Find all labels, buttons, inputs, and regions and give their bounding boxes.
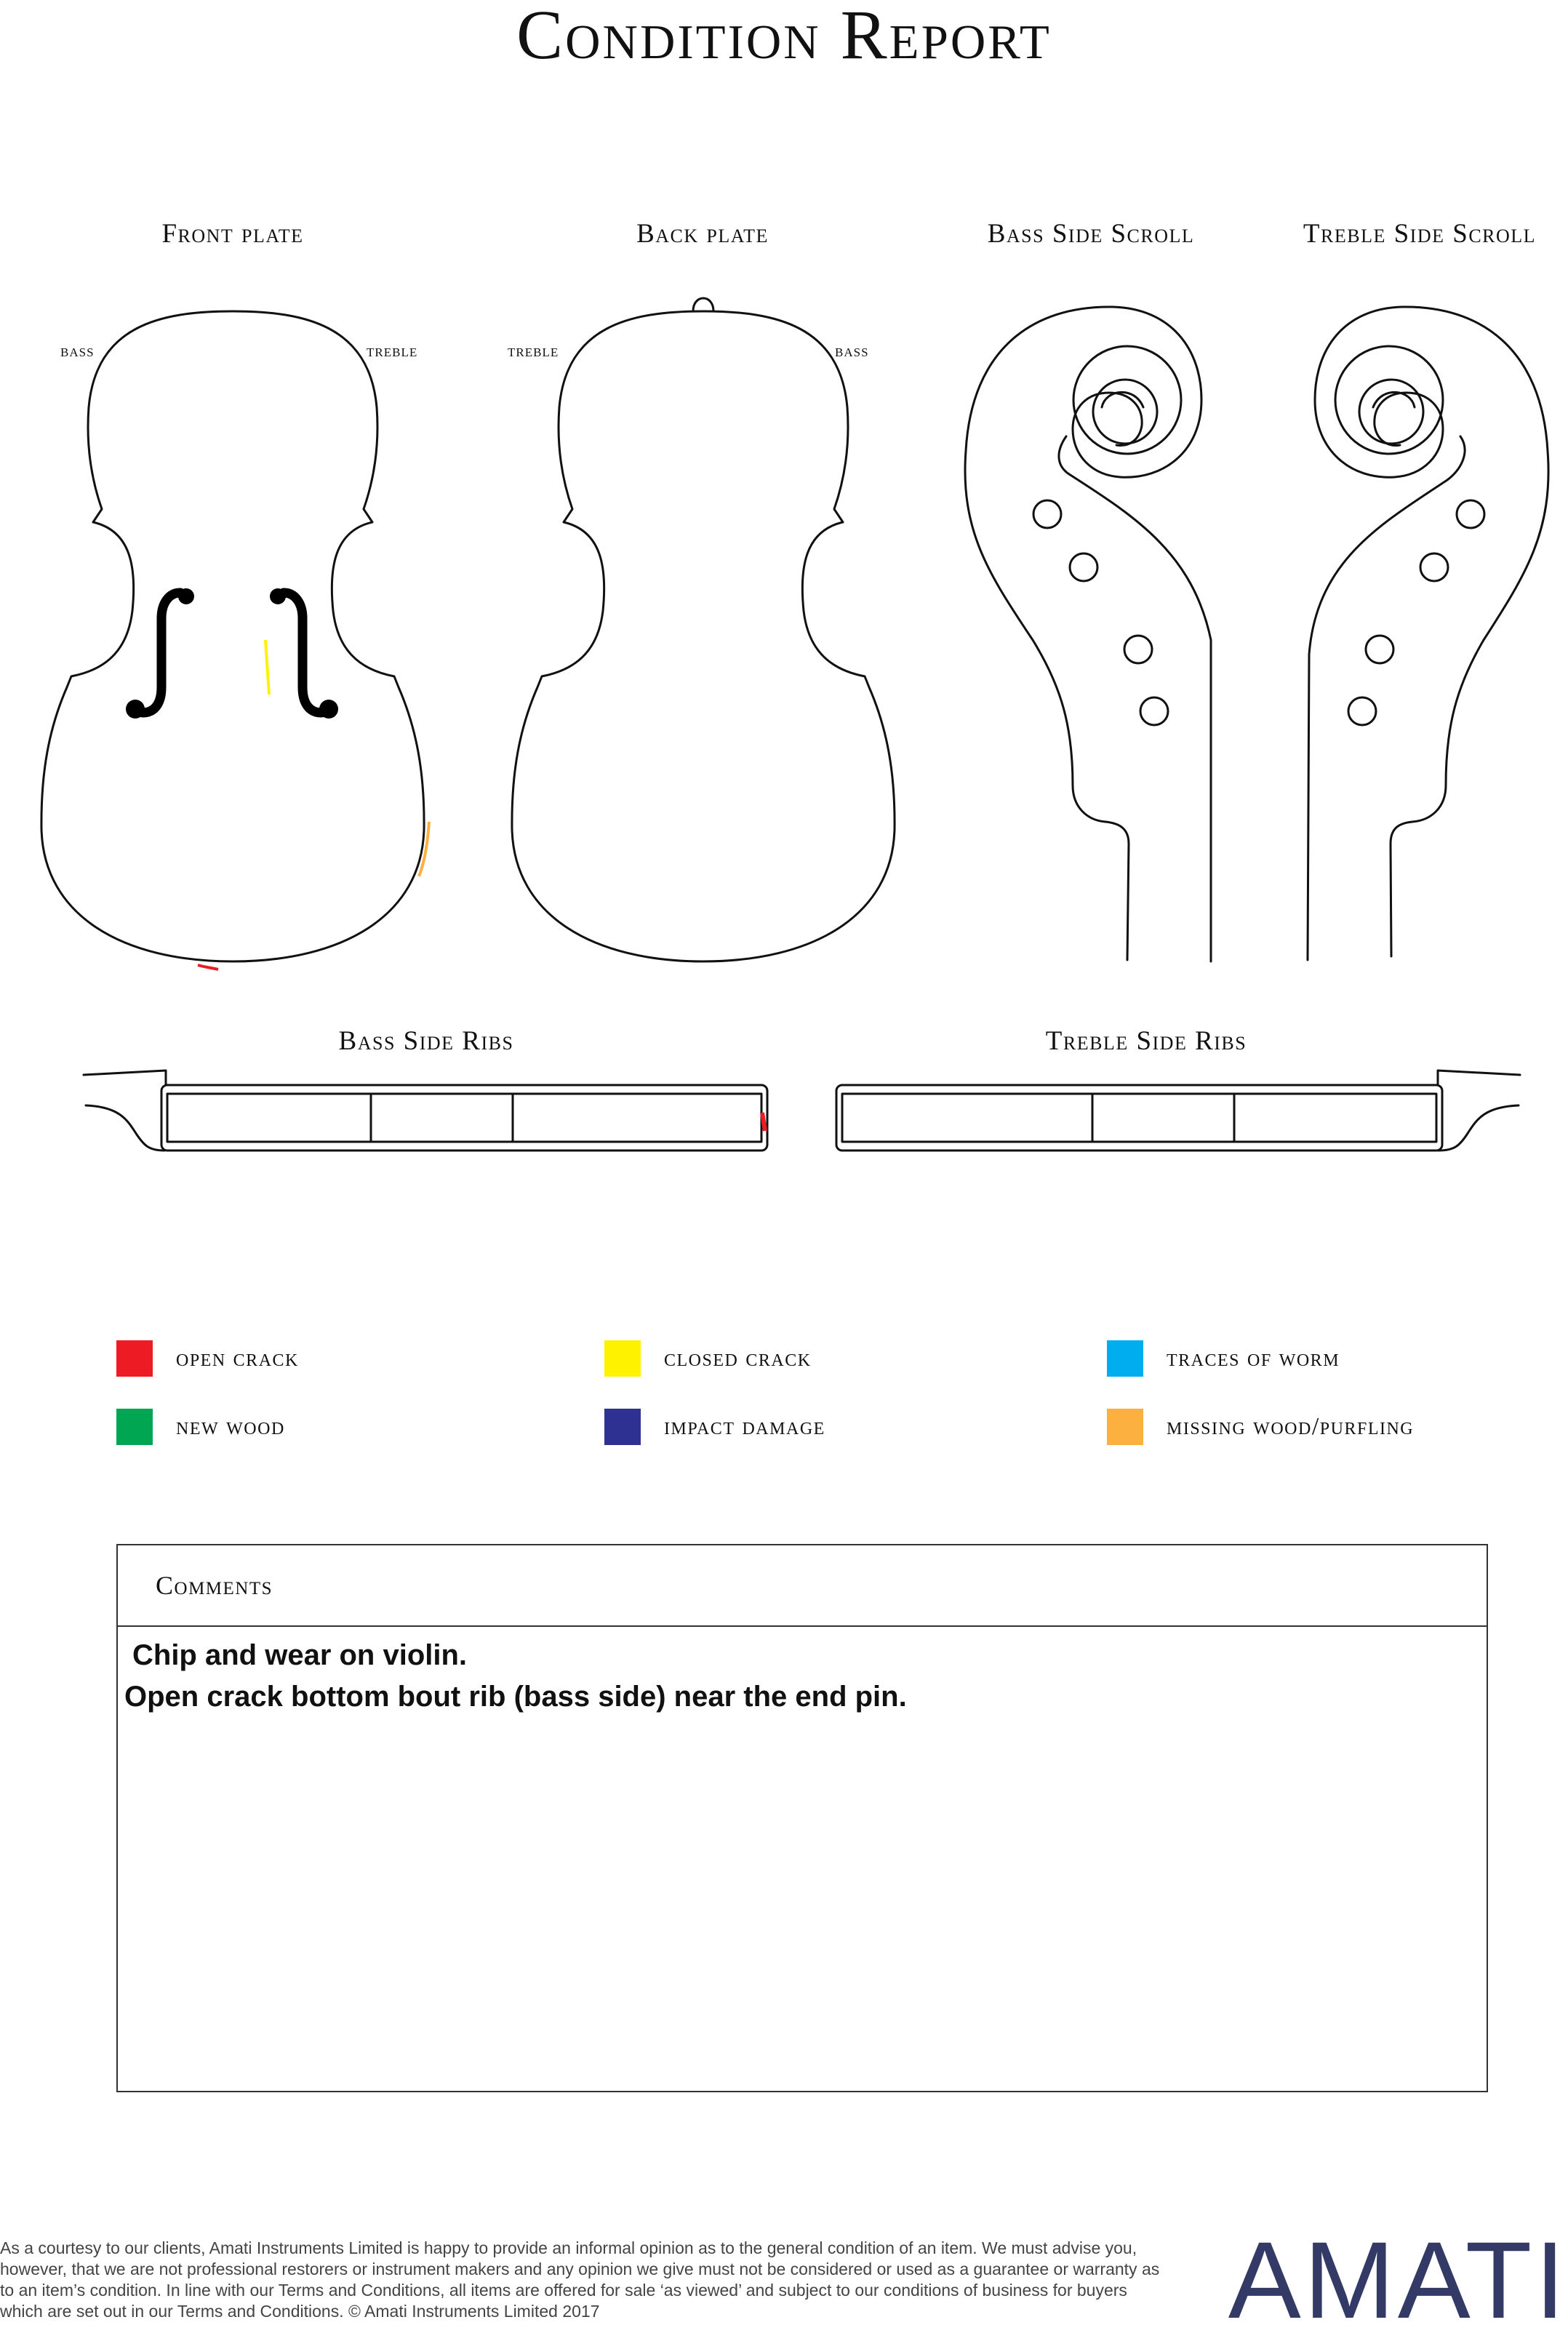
legend-swatch [116,1409,153,1445]
legend-item-traces-of-worm [1107,1340,1340,1377]
bass-side-ribs-diagram [84,1071,767,1151]
amati-logo: AMATI [1228,2219,1568,2341]
legend-swatch [1107,1340,1143,1377]
comments-box [116,1544,1488,2092]
legend-swatch [116,1340,153,1377]
legend-label: open crack [176,1345,299,1372]
legend-label: traces of worm [1167,1345,1340,1372]
comments-heading: Comments [118,1545,1487,1627]
legend-label: missing wood/purfling [1167,1413,1415,1440]
treble-side-scroll-diagram [1308,307,1548,960]
legend-item-open-crack [116,1340,299,1377]
legend-item-impact-damage [604,1409,825,1445]
front-bass-label: bass [60,342,95,361]
label-treble-side-ribs: Treble Side Ribs [1045,1026,1247,1056]
back-plate-diagram [512,298,895,961]
label-bass-side-scroll: Bass Side Scroll [987,219,1195,249]
label-treble-side-scroll: Treble Side Scroll [1303,219,1537,249]
legend-label: new wood [176,1413,285,1440]
page-title: Condition Report [516,0,1052,73]
legend-item-closed-crack [604,1340,812,1377]
front-treble-label: treble [367,342,418,361]
comment-line: Chip and wear on violin. [132,1639,468,1671]
front-plate-diagram [41,311,429,969]
disclaimer-text: As a courtesy to our clients, Amati Instruments Limited is happy to provide an informal opinion as to the general condition of an item. We must advise you, however, that we are not professional restorers or instrument makers and any opinion we give must not be considered or used as a guarantee or warranty as to an item’s condition. In line with our Terms and Conditions, all items are offered for sale ‘as viewed’ and subject to our conditions of business for buyers which are set out in our Terms and Conditions. © Amati Instruments Limited 2017 [0,2238,1160,2321]
back-bass-label: bass [835,342,869,361]
legend-item-new-wood [116,1409,285,1445]
label-bass-side-ribs: Bass Side Ribs [338,1026,514,1056]
label-front-plate: Front plate [161,219,304,249]
legend-item-missing-wood-purfling [1107,1409,1414,1445]
legend-swatch [1107,1409,1143,1445]
treble-side-ribs-diagram [836,1071,1520,1151]
legend-swatch [604,1409,641,1445]
legend-label: closed crack [664,1345,812,1372]
label-back-plate: Back plate [636,219,769,249]
comment-line: Open crack bottom bout rib (bass side) near the end pin. [124,1681,907,1713]
bass-side-scroll-diagram [965,307,1211,961]
back-treble-label: treble [508,342,559,361]
legend-swatch [604,1340,641,1377]
legend-label: impact damage [664,1413,825,1440]
